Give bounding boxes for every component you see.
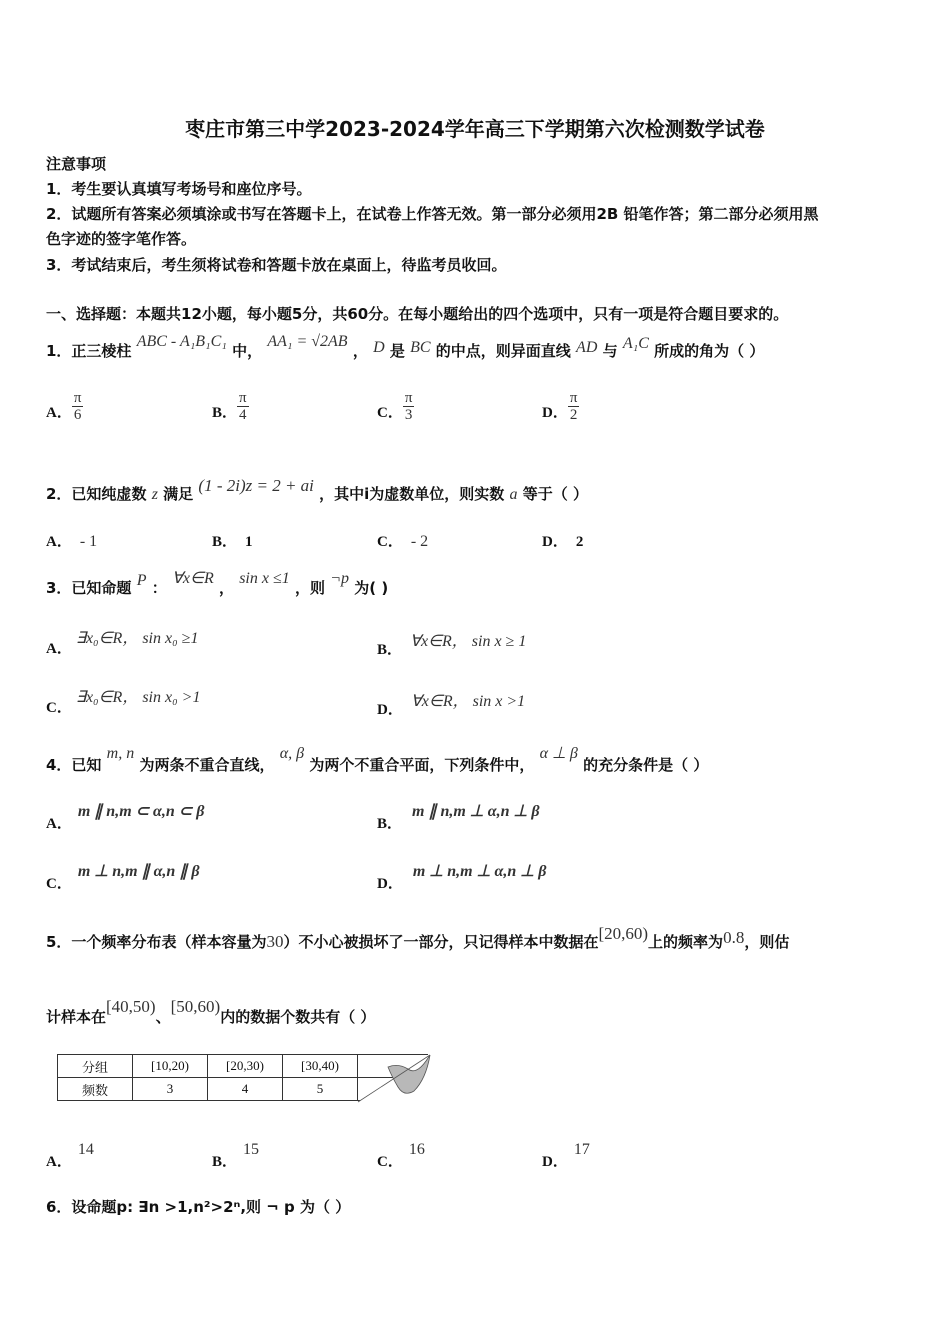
option-label: C． (377, 534, 403, 550)
option-label: A． (46, 816, 72, 832)
q1-text: ， (352, 342, 368, 360)
option-value: m ∥ n,m ⊥ α,n ⊥ β (412, 803, 540, 820)
option-fraction (72, 390, 84, 423)
q5-math-interval-1: [40,50) (106, 997, 156, 1016)
option-label: B． (377, 816, 403, 832)
option-label: B． (377, 642, 403, 658)
q4-option-a[interactable] (46, 800, 205, 832)
q2-math-z: z (151, 486, 158, 503)
q4-option-b[interactable] (377, 800, 540, 832)
denominator: 3 (404, 407, 413, 423)
q2-option-c[interactable] (377, 530, 428, 551)
q5-text: ）不小心被损坏了一部分，只记得样本中数据在 (283, 933, 599, 951)
question-5 (46, 924, 790, 952)
q5-math-freq: 0.8 (723, 928, 745, 947)
option-value: 14 (77, 1141, 94, 1158)
option-fraction (403, 390, 415, 423)
denominator: 4 (239, 407, 247, 423)
table-cell: [10,20) (133, 1055, 208, 1078)
option-value: 16 (408, 1141, 425, 1158)
q5-text: ，则估 (744, 933, 790, 951)
q3-option-b[interactable] (377, 628, 527, 658)
option-label: B． (212, 1154, 238, 1170)
option-value: ∃x₀∈R， sin x₀ >1 (75, 689, 201, 706)
option-label: B． (212, 534, 238, 550)
q2-option-d[interactable] (542, 530, 583, 551)
q4-math-alpha-beta: α, β (279, 745, 305, 762)
table-cell: [30,40) (283, 1055, 358, 1078)
q1-text: 1．正三棱柱 (46, 342, 132, 360)
q1-text: 与 (602, 342, 618, 360)
option-label: D． (542, 534, 568, 550)
q4-text: 的充分条件是（ ） (583, 756, 709, 774)
option-label: A． (46, 405, 72, 421)
q5-text: 5．一个频率分布表（样本容量为 (46, 933, 267, 951)
q5-math-interval-2: [50,60) (170, 997, 221, 1016)
question-4 (46, 745, 709, 775)
option-label: A． (46, 534, 72, 550)
option-value: m ∥ n,m ⊂ α,n ⊂ β (77, 803, 205, 820)
option-fraction (568, 390, 580, 423)
q1-option-b[interactable] (212, 390, 249, 423)
q3-text: 为( ) (354, 579, 389, 597)
q3-math-forall: ∀x∈R (171, 570, 214, 587)
q1-math-ad: AD (576, 339, 598, 356)
section-heading: 一、选择题：本题共12小题，每小题5分，共60分。在每小题给出的四个选项中，只有一项是符合题目要求的。 (46, 305, 789, 323)
q4-text: 为两个不重合平面，下列条件中， (309, 756, 535, 774)
q5-text: 上的频率为 (648, 933, 724, 951)
q5-math-30: 30 (266, 932, 284, 951)
question-3 (46, 570, 389, 598)
q1-text: 所成的角为（ ） (654, 342, 765, 360)
denominator: 2 (569, 407, 578, 423)
table-header-count: 频数 (58, 1078, 133, 1101)
option-value: ∀x∈R， sin x ≥ 1 (410, 633, 527, 650)
q4-option-c[interactable] (46, 860, 200, 892)
notice-item-3: 3．考试结束后，考生须将试卷和答题卡放在桌面上，待监考员收回。 (46, 256, 507, 274)
option-label: A． (46, 1154, 72, 1170)
numerator: π (569, 390, 578, 406)
q3-text: ，则 (295, 579, 326, 597)
q3-math-notp: ¬p (330, 570, 350, 587)
q1-text: 的中点，则异面直线 (435, 342, 571, 360)
q3-option-c[interactable] (46, 684, 201, 716)
q1-text: 是 (389, 342, 405, 360)
q3-text: 3．已知命题 (46, 579, 132, 597)
option-fraction (237, 390, 249, 423)
q2-text: 等于（ ） (522, 485, 588, 503)
option-value: - 2 (410, 533, 429, 550)
table-cell: 5 (283, 1078, 358, 1101)
option-value: m ⊥ n,m ⊥ α,n ⊥ β (412, 863, 547, 880)
table-header-group: 分组 (58, 1055, 133, 1078)
q5-math-interval: [20,60) (598, 924, 649, 943)
denominator: 6 (73, 407, 82, 423)
option-value: m ⊥ n,m ∥ α,n ∥ β (77, 863, 200, 880)
option-value: 15 (243, 1141, 260, 1158)
option-label: C． (46, 700, 72, 716)
q1-math-prism: ABC - A₁B₁C₁ (136, 333, 227, 350)
notice-item-2: 2．试题所有答案必须填涂或书写在答题卡上，在试卷上作答无效。第一部分必须用2B 铅笔作答；第二部分必须用黑 (46, 205, 819, 223)
table-cell: [20,30) (208, 1055, 283, 1078)
q1-option-c[interactable] (377, 390, 414, 423)
q1-option-d[interactable] (542, 390, 579, 423)
numerator: π (239, 390, 247, 406)
q2-math-a: a (509, 486, 518, 503)
q2-text: 2．已知纯虚数 (46, 485, 147, 503)
option-value: 17 (573, 1141, 590, 1158)
q2-option-b[interactable] (212, 530, 253, 551)
question-2 (46, 476, 588, 504)
question-1 (46, 333, 765, 361)
option-label: D． (377, 702, 403, 718)
q4-math-perp: α ⊥ β (539, 745, 578, 762)
q2-option-a[interactable] (46, 530, 97, 551)
table-cell: 4 (208, 1078, 283, 1101)
option-label: D． (542, 405, 568, 421)
q4-text: 4．已知 (46, 756, 102, 774)
q4-math-mn: m, n (106, 745, 135, 762)
q1-math-d: D (373, 339, 385, 356)
numerator: π (404, 390, 413, 406)
notice-item-2-cont: 色字迹的签字笔作答。 (46, 230, 197, 248)
q1-option-a[interactable] (46, 390, 83, 423)
table-cell: 3 (133, 1078, 208, 1101)
torn-corner-icon (356, 1053, 432, 1103)
q5-option-c[interactable] (377, 1138, 425, 1170)
option-label: C． (46, 876, 72, 892)
q4-option-d[interactable] (377, 860, 547, 892)
q3-text: ： (151, 579, 167, 597)
q4-text: 为两条不重合直线， (139, 756, 275, 774)
numerator: π (73, 390, 82, 406)
q5-text: 内的数据个数共有（ ） (220, 1008, 376, 1026)
notice-item-1: 1．考生要认真填写考场号和座位序号。 (46, 180, 312, 198)
q5-option-d[interactable] (542, 1138, 590, 1170)
q3-option-d[interactable] (377, 688, 526, 718)
notice-heading: 注意事项 (46, 155, 107, 173)
q2-text: ，其中i为虚数单位，则实数 (319, 485, 505, 503)
q5-option-b[interactable] (212, 1138, 260, 1170)
option-label: D． (542, 1154, 568, 1170)
option-label: A． (46, 641, 72, 657)
option-label: C． (377, 1154, 403, 1170)
q5-text: 计样本在 (46, 1008, 107, 1026)
page-title: 枣庄市第三中学2023-2024学年高三下学期第六次检测数学试卷 (185, 117, 765, 141)
q2-math-equation: (1 - 2i)z = 2 + ai (198, 476, 314, 495)
q3-math-sin: sin x ≤1 (239, 570, 290, 587)
option-label: D． (377, 876, 403, 892)
question-6: 6．设命题p: ∃n >1,n²>2ⁿ,则 ¬ p 为（ ） (46, 1198, 351, 1216)
q1-math-condition: AA₁ = √2AB (267, 333, 348, 350)
q3-math-p: P (136, 572, 147, 589)
q3-text: ， (218, 579, 234, 597)
option-value: ∀x∈R， sin x >1 (410, 693, 526, 710)
option-label: B． (212, 405, 238, 421)
q5-option-a[interactable] (46, 1138, 94, 1170)
q2-text: 满足 (163, 485, 194, 503)
option-value: 2 (575, 534, 584, 550)
option-value: 1 (245, 534, 253, 550)
option-value: - 1 (79, 533, 98, 550)
option-value: ∃x₀∈R， sin x₀ ≥1 (75, 630, 199, 647)
q1-math-bc: BC (410, 339, 431, 356)
question-5-cont (46, 997, 376, 1027)
q3-option-a[interactable] (46, 625, 199, 657)
q1-math-a1c: A₁C (622, 335, 649, 352)
q1-text: 中， (232, 342, 263, 360)
q5-text: 、 (155, 1008, 171, 1026)
option-label: C． (377, 405, 403, 421)
